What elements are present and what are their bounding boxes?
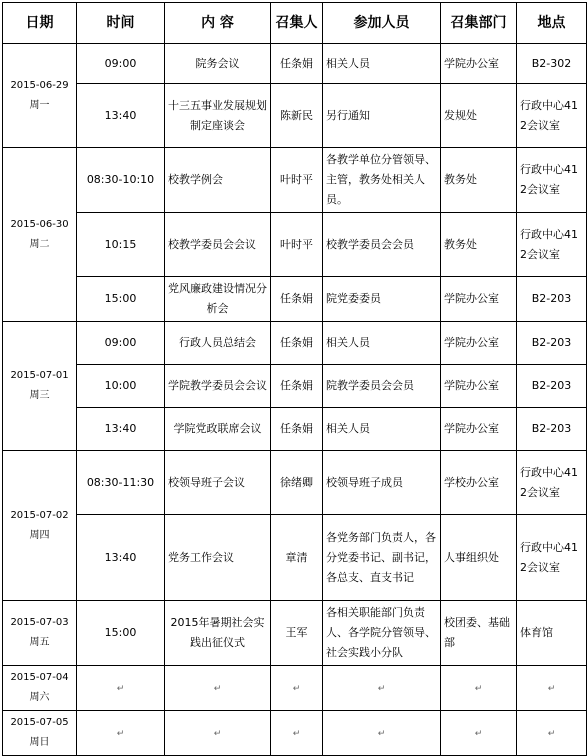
header-date: 日期 (3, 3, 77, 44)
weekday-text: 周五 (29, 637, 50, 648)
content-cell: 行政人员总结会 (165, 322, 271, 365)
table-row (3, 84, 587, 148)
date-cell (3, 711, 77, 756)
date-cell (3, 601, 77, 666)
empty-cell (165, 711, 271, 756)
convener-cell: 任条娟 (271, 365, 323, 408)
location-cell: 体育馆 (517, 601, 587, 666)
department-cell: 教务处 (441, 148, 517, 213)
weekday-text: 周一 (29, 99, 50, 111)
date-cell (3, 44, 77, 148)
date-text: 2015-07-03 (10, 617, 69, 628)
weekday-text: 周六 (29, 692, 50, 703)
paragraph-mark: ↵ (474, 728, 483, 739)
empty-cell (271, 711, 323, 756)
date-cell (3, 451, 77, 601)
participants-cell: 校教学委员会会员 (323, 213, 441, 277)
date-text: 2015-07-01 (10, 370, 69, 381)
paragraph-mark: ↵ (377, 683, 386, 694)
empty-cell (165, 666, 271, 711)
header-participants: 参加人员 (323, 3, 441, 44)
location-cell: B2-203 (517, 277, 587, 322)
time-cell: 10:15 (77, 213, 165, 277)
time-cell: 08:30-11:30 (77, 451, 165, 515)
table-row (3, 408, 587, 451)
participants-cell: 相关人员 (323, 322, 441, 365)
convener-cell: 任条娟 (271, 277, 323, 322)
participants-cell: 院党委委员 (323, 277, 441, 322)
participants-cell: 校领导班子成员 (323, 451, 441, 515)
convener-cell: 任条娟 (271, 322, 323, 365)
paragraph-mark: ↵ (213, 683, 222, 694)
paragraph-mark: ↵ (116, 683, 125, 694)
date-text: 2015-07-04 (10, 672, 69, 683)
table-row (3, 601, 587, 666)
time-cell: 13:40 (77, 515, 165, 601)
weekday-text: 周四 (29, 529, 50, 541)
department-cell: 学院办公室 (441, 408, 517, 451)
location-cell: B2-203 (517, 408, 587, 451)
location-cell: 行政中心412会议室 (517, 84, 587, 148)
paragraph-mark: ↵ (547, 728, 556, 739)
time-cell: 15:00 (77, 277, 165, 322)
participants-cell: 另行通知 (323, 84, 441, 148)
convener-cell: 任条娟 (271, 44, 323, 84)
table-row (3, 44, 587, 84)
convener-cell: 叶时平 (271, 213, 323, 277)
empty-cell (441, 666, 517, 711)
department-cell: 学校办公室 (441, 451, 517, 515)
content-cell: 党务工作会议 (165, 515, 271, 601)
content-cell: 校教学例会 (165, 148, 271, 213)
convener-cell: 叶时平 (271, 148, 323, 213)
time-cell: 09:00 (77, 322, 165, 365)
empty-cell (517, 711, 587, 756)
department-cell: 学院办公室 (441, 365, 517, 408)
table-row (3, 148, 587, 213)
table-row (3, 213, 587, 277)
date-text: 2015-07-05 (10, 717, 69, 728)
weekday-text: 周三 (29, 390, 50, 401)
convener-cell: 陈新民 (271, 84, 323, 148)
table-row (3, 666, 587, 711)
paragraph-mark: ↵ (292, 728, 301, 739)
location-cell: B2-302 (517, 44, 587, 84)
department-cell: 学院办公室 (441, 44, 517, 84)
content-cell: 党风廉政建设情况分析会 (165, 277, 271, 322)
content-cell: 学院党政联席会议 (165, 408, 271, 451)
content-cell: 校教学委员会会议 (165, 213, 271, 277)
table-row (3, 451, 587, 515)
participants-cell: 相关人员 (323, 408, 441, 451)
department-cell: 教务处 (441, 213, 517, 277)
date-cell (3, 148, 77, 322)
time-cell: 09:00 (77, 44, 165, 84)
paragraph-mark: ↵ (377, 728, 386, 739)
table-row (3, 711, 587, 756)
meeting-schedule-table (2, 2, 587, 756)
location-cell: B2-203 (517, 322, 587, 365)
convener-cell: 章清 (271, 515, 323, 601)
empty-cell (323, 666, 441, 711)
table-row (3, 515, 587, 601)
content-cell: 2015年暑期社会实践出征仪式 (165, 601, 271, 666)
date-text: 2015-06-29 (10, 79, 69, 91)
location-cell: 行政中心412会议室 (517, 148, 587, 213)
department-cell: 校团委、基础部 (441, 601, 517, 666)
time-cell: 13:40 (77, 84, 165, 148)
department-cell: 学院办公室 (441, 322, 517, 365)
empty-cell (77, 711, 165, 756)
convener-cell: 徐绪卿 (271, 451, 323, 515)
time-cell: 10:00 (77, 365, 165, 408)
content-cell: 校领导班子会议 (165, 451, 271, 515)
location-cell: 行政中心412会议室 (517, 213, 587, 277)
participants-cell: 相关人员 (323, 44, 441, 84)
table-row (3, 322, 587, 365)
header-location: 地点 (517, 3, 587, 44)
weekday-text: 周日 (29, 737, 50, 748)
paragraph-mark: ↵ (547, 683, 556, 694)
content-cell: 学院教学委员会会议 (165, 365, 271, 408)
header-row (3, 3, 587, 44)
paragraph-mark: ↵ (474, 683, 483, 694)
paragraph-mark: ↵ (116, 728, 125, 739)
department-cell: 学院办公室 (441, 277, 517, 322)
empty-cell (77, 666, 165, 711)
date-text: 2015-06-30 (10, 218, 69, 230)
date-text: 2015-07-02 (10, 509, 69, 521)
participants-cell: 各党务部门负责人，各分党委书记、副书记，各总支、直支书记 (323, 515, 441, 601)
location-cell: 行政中心412会议室 (517, 451, 587, 515)
paragraph-mark: ↵ (292, 683, 301, 694)
convener-cell: 任条娟 (271, 408, 323, 451)
department-cell: 发规处 (441, 84, 517, 148)
empty-cell (441, 711, 517, 756)
content-cell: 十三五事业发展规划制定座谈会 (165, 84, 271, 148)
empty-cell (271, 666, 323, 711)
empty-cell (517, 666, 587, 711)
convener-cell: 王军 (271, 601, 323, 666)
date-cell (3, 322, 77, 451)
participants-cell: 各教学单位分管领导、主管，教务处相关人员。 (323, 148, 441, 213)
location-cell: B2-203 (517, 365, 587, 408)
participants-cell: 各相关职能部门负责人、各学院分管领导、社会实践小分队 (323, 601, 441, 666)
time-cell: 15:00 (77, 601, 165, 666)
time-cell: 13:40 (77, 408, 165, 451)
header-time: 时间 (77, 3, 165, 44)
empty-cell (323, 711, 441, 756)
paragraph-mark: ↵ (213, 728, 222, 739)
table-row (3, 277, 587, 322)
date-cell (3, 666, 77, 711)
content-cell: 院务会议 (165, 44, 271, 84)
department-cell: 人事组织处 (441, 515, 517, 601)
location-cell: 行政中心412会议室 (517, 515, 587, 601)
header-convener: 召集人 (271, 3, 323, 44)
table-row (3, 365, 587, 408)
weekday-text: 周二 (29, 238, 50, 250)
time-cell: 08:30-10:10 (77, 148, 165, 213)
header-content: 内 容 (165, 3, 271, 44)
participants-cell: 院教学委员会会员 (323, 365, 441, 408)
header-department: 召集部门 (441, 3, 517, 44)
